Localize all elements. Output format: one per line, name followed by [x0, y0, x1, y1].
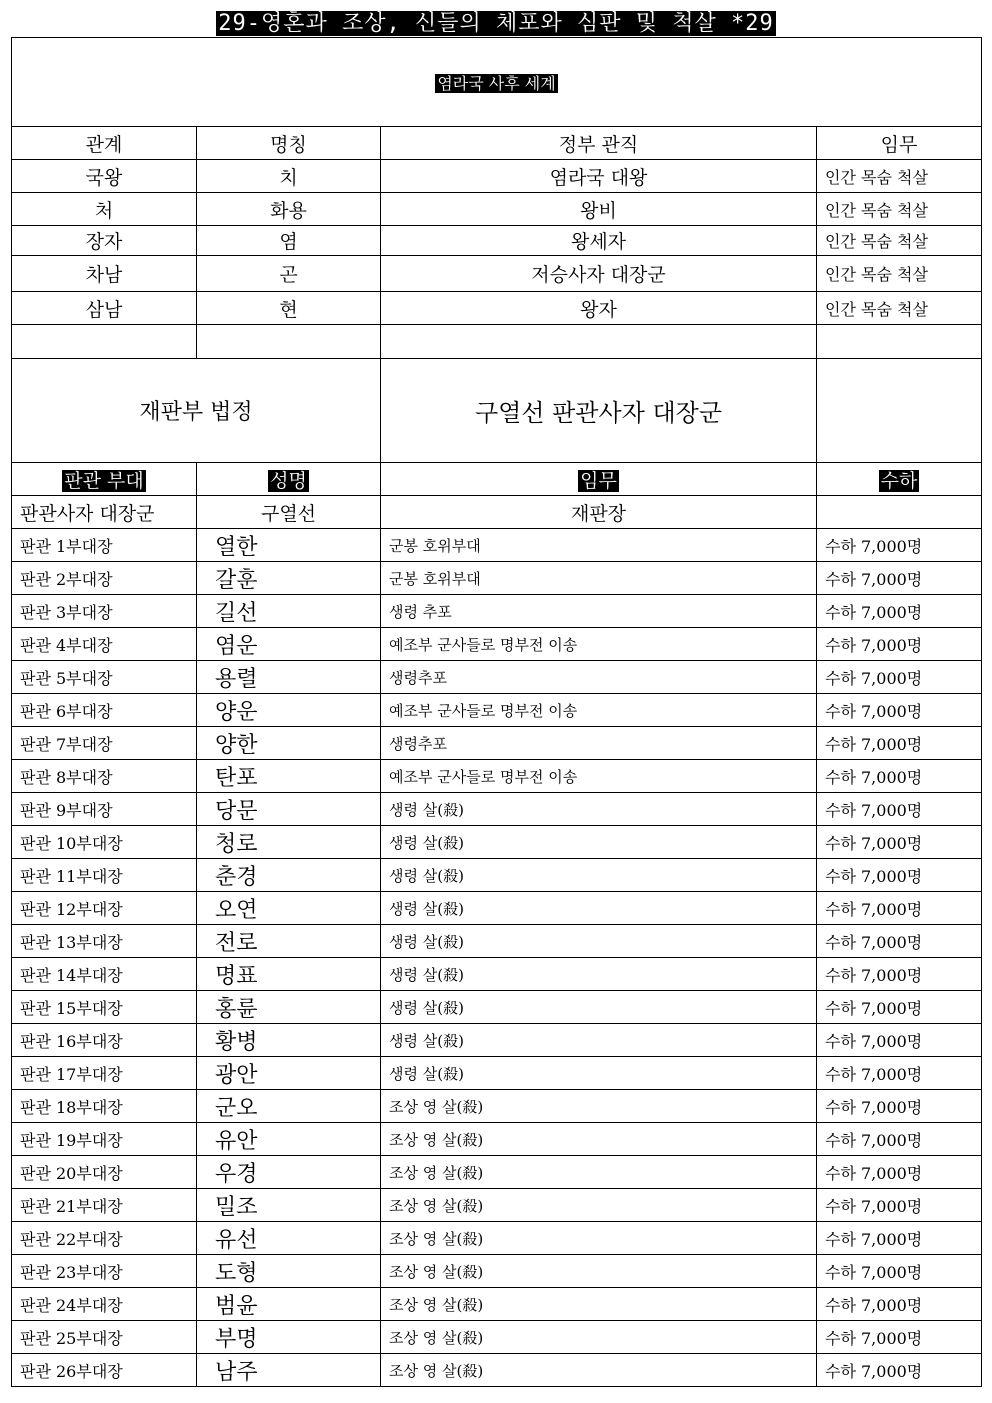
- unit-rank: 판관 19부대장: [12, 1123, 197, 1156]
- unit-leader-name: 유안: [197, 1123, 381, 1156]
- header-name-text: 성명: [270, 469, 307, 492]
- unit-duty: 예조부 군사들로 명부전 이송: [381, 760, 817, 793]
- unit-rank: 판관 2부대장: [12, 562, 197, 595]
- unit-subordinates: 수하 7,000명: [817, 1354, 982, 1387]
- unit-duty: 조상 영 살(殺): [381, 1156, 817, 1189]
- unit-row: [12, 1222, 982, 1255]
- duty-cell: 인간 목숨 척살: [817, 226, 982, 256]
- header-duty: 임무: [817, 127, 982, 160]
- empty-cell: [381, 325, 817, 359]
- relation-cell: 처: [12, 193, 197, 226]
- unit-duty: 생령 살(殺): [381, 991, 817, 1024]
- leader-rank: 판관사자 대장군: [12, 496, 197, 529]
- unit-leader-name: 명표: [197, 958, 381, 991]
- unit-row: [12, 958, 982, 991]
- unit-row: [12, 1090, 982, 1123]
- unit-duty: 예조부 군사들로 명부전 이송: [381, 628, 817, 661]
- unit-subordinates: 수하 7,000명: [817, 1288, 982, 1321]
- section1-header-row: [12, 127, 982, 160]
- unit-leader-name: 길선: [197, 595, 381, 628]
- empty-cell: [197, 325, 381, 359]
- header-position: 정부 관직: [381, 127, 817, 160]
- unit-duty: 생령 살(殺): [381, 826, 817, 859]
- header-duty-text: 임무: [580, 469, 617, 492]
- unit-duty: 생령 살(殺): [381, 958, 817, 991]
- unit-duty: 생령 살(殺): [381, 892, 817, 925]
- court-row: [12, 359, 982, 463]
- unit-subordinates: 수하 7,000명: [817, 694, 982, 727]
- family-row: [12, 226, 982, 256]
- unit-rank: 판관 25부대장: [12, 1321, 197, 1354]
- unit-leader-name: 양한: [197, 727, 381, 760]
- header-duty: [381, 463, 817, 496]
- unit-subordinates: 수하 7,000명: [817, 991, 982, 1024]
- unit-row: [12, 793, 982, 826]
- unit-leader-name: 전로: [197, 925, 381, 958]
- leader-row: [12, 496, 982, 529]
- empty-cell: [12, 325, 197, 359]
- unit-row: [12, 1057, 982, 1090]
- unit-leader-name: 황병: [197, 1024, 381, 1057]
- family-row: [12, 256, 982, 292]
- name-cell: 화용: [197, 193, 381, 226]
- page-title-text: 29-영혼과 조상, 신들의 체포와 심판 및 척살 *29: [218, 11, 774, 36]
- unit-duty: 군봉 호위부대: [381, 529, 817, 562]
- unit-rank: 판관 3부대장: [12, 595, 197, 628]
- unit-rank: 판관 6부대장: [12, 694, 197, 727]
- unit-row: [12, 595, 982, 628]
- unit-leader-name: 부명: [197, 1321, 381, 1354]
- relation-cell: 삼남: [12, 292, 197, 325]
- unit-row: [12, 727, 982, 760]
- unit-leader-name: 염운: [197, 628, 381, 661]
- unit-duty: 조상 영 살(殺): [381, 1288, 817, 1321]
- unit-rank: 판관 7부대장: [12, 727, 197, 760]
- unit-row: [12, 925, 982, 958]
- unit-subordinates: 수하 7,000명: [817, 529, 982, 562]
- unit-leader-name: 열한: [197, 529, 381, 562]
- header-subordinates: [817, 463, 982, 496]
- unit-rank: 판관 1부대장: [12, 529, 197, 562]
- unit-rank: 판관 8부대장: [12, 760, 197, 793]
- unit-leader-name: 갈훈: [197, 562, 381, 595]
- unit-leader-name: 도형: [197, 1255, 381, 1288]
- leader-name: 구열선: [197, 496, 381, 529]
- unit-rank: 판관 15부대장: [12, 991, 197, 1024]
- unit-rank: 판관 21부대장: [12, 1189, 197, 1222]
- unit-duty: 조상 영 살(殺): [381, 1090, 817, 1123]
- name-cell: 곤: [197, 256, 381, 292]
- unit-subordinates: 수하 7,000명: [817, 562, 982, 595]
- unit-subordinates: 수하 7,000명: [817, 826, 982, 859]
- unit-subordinates: 수하 7,000명: [817, 760, 982, 793]
- unit-duty: 조상 영 살(殺): [381, 1189, 817, 1222]
- family-row: [12, 160, 982, 193]
- position-cell: 염라국 대왕: [381, 160, 817, 193]
- unit-leader-name: 오연: [197, 892, 381, 925]
- unit-subordinates: 수하 7,000명: [817, 727, 982, 760]
- duty-cell: 인간 목숨 척살: [817, 193, 982, 226]
- unit-row: [12, 1123, 982, 1156]
- unit-row: [12, 1288, 982, 1321]
- header-subordinates-text: 수하: [880, 469, 918, 492]
- unit-row: [12, 991, 982, 1024]
- unit-duty: 조상 영 살(殺): [381, 1222, 817, 1255]
- unit-rank: 판관 26부대장: [12, 1354, 197, 1387]
- unit-duty: 군봉 호위부대: [381, 562, 817, 595]
- position-cell: 저승사자 대장군: [381, 256, 817, 292]
- position-cell: 왕세자: [381, 226, 817, 256]
- unit-row: [12, 1024, 982, 1057]
- header-relation: 관계: [12, 127, 197, 160]
- unit-duty: 조상 영 살(殺): [381, 1354, 817, 1387]
- unit-leader-name: 용렬: [197, 661, 381, 694]
- unit-rank: 판관 5부대장: [12, 661, 197, 694]
- position-cell: 왕자: [381, 292, 817, 325]
- unit-rank: 판관 18부대장: [12, 1090, 197, 1123]
- unit-row: [12, 628, 982, 661]
- unit-row: [12, 859, 982, 892]
- unit-subordinates: 수하 7,000명: [817, 1222, 982, 1255]
- header-name: 명칭: [197, 127, 381, 160]
- header-name: [197, 463, 381, 496]
- unit-leader-name: 홍륜: [197, 991, 381, 1024]
- unit-leader-name: 밀조: [197, 1189, 381, 1222]
- name-cell: 염: [197, 226, 381, 256]
- empty-cell: [817, 359, 982, 463]
- unit-duty: 예조부 군사들로 명부전 이송: [381, 694, 817, 727]
- unit-leader-name: 청로: [197, 826, 381, 859]
- unit-duty: 조상 영 살(殺): [381, 1255, 817, 1288]
- relation-cell: 장자: [12, 226, 197, 256]
- unit-row: [12, 562, 982, 595]
- unit-duty: 생령 살(殺): [381, 1024, 817, 1057]
- unit-rank: 판관 24부대장: [12, 1288, 197, 1321]
- unit-row: [12, 1354, 982, 1387]
- header-unit: [12, 463, 197, 496]
- unit-leader-name: 군오: [197, 1090, 381, 1123]
- court-title: 재판부 법정: [12, 359, 381, 463]
- unit-row: [12, 694, 982, 727]
- leader-duty: 재판장: [381, 496, 817, 529]
- unit-subordinates: 수하 7,000명: [817, 1321, 982, 1354]
- unit-subordinates: 수하 7,000명: [817, 628, 982, 661]
- name-cell: 현: [197, 292, 381, 325]
- unit-rank: 판관 20부대장: [12, 1156, 197, 1189]
- unit-subordinates: 수하 7,000명: [817, 1057, 982, 1090]
- section1-heading: 염라국 사후 세계: [12, 38, 982, 127]
- unit-leader-name: 양운: [197, 694, 381, 727]
- unit-subordinates: 수하 7,000명: [817, 1024, 982, 1057]
- duty-cell: 인간 목숨 척살: [817, 256, 982, 292]
- unit-duty: 생령 살(殺): [381, 1057, 817, 1090]
- unit-rank: 판관 16부대장: [12, 1024, 197, 1057]
- page-title: [0, 6, 992, 37]
- unit-subordinates: 수하 7,000명: [817, 958, 982, 991]
- empty-cell: [817, 325, 982, 359]
- unit-subordinates: 수하 7,000명: [817, 892, 982, 925]
- unit-leader-name: 범윤: [197, 1288, 381, 1321]
- family-row: [12, 292, 982, 325]
- unit-row: [12, 892, 982, 925]
- unit-row: [12, 1321, 982, 1354]
- unit-leader-name: 우경: [197, 1156, 381, 1189]
- unit-row: [12, 1156, 982, 1189]
- unit-duty: 조상 영 살(殺): [381, 1123, 817, 1156]
- unit-subordinates: 수하 7,000명: [817, 661, 982, 694]
- unit-rank: 판관 12부대장: [12, 892, 197, 925]
- unit-rank: 판관 23부대장: [12, 1255, 197, 1288]
- leader-subordinates: [817, 496, 982, 529]
- duty-cell: 인간 목숨 척살: [817, 160, 982, 193]
- unit-subordinates: 수하 7,000명: [817, 1189, 982, 1222]
- unit-row: [12, 760, 982, 793]
- unit-rank: 판관 11부대장: [12, 859, 197, 892]
- unit-subordinates: 수하 7,000명: [817, 1090, 982, 1123]
- unit-row: [12, 1255, 982, 1288]
- unit-leader-name: 유선: [197, 1222, 381, 1255]
- unit-leader-name: 당문: [197, 793, 381, 826]
- unit-rank: 판관 9부대장: [12, 793, 197, 826]
- unit-subordinates: 수하 7,000명: [817, 1156, 982, 1189]
- unit-duty: 조상 영 살(殺): [381, 1321, 817, 1354]
- section2-header-row: [12, 463, 982, 496]
- unit-leader-name: 남주: [197, 1354, 381, 1387]
- document-table: [11, 37, 982, 1387]
- unit-subordinates: 수하 7,000명: [817, 595, 982, 628]
- unit-subordinates: 수하 7,000명: [817, 1123, 982, 1156]
- unit-duty: 생령 살(殺): [381, 859, 817, 892]
- unit-rank: 판관 10부대장: [12, 826, 197, 859]
- unit-duty: 생령추포: [381, 661, 817, 694]
- unit-rank: 판관 13부대장: [12, 925, 197, 958]
- unit-leader-name: 탄포: [197, 760, 381, 793]
- unit-duty: 생령 살(殺): [381, 925, 817, 958]
- unit-duty: 생령 추포: [381, 595, 817, 628]
- commander-title: 구열선 판관사자 대장군: [381, 359, 817, 463]
- section1-heading-row: [12, 38, 982, 127]
- unit-row: [12, 661, 982, 694]
- duty-cell: 인간 목숨 척살: [817, 292, 982, 325]
- unit-subordinates: 수하 7,000명: [817, 793, 982, 826]
- unit-rank: 판관 22부대장: [12, 1222, 197, 1255]
- empty-row: [12, 325, 982, 359]
- unit-subordinates: 수하 7,000명: [817, 925, 982, 958]
- relation-cell: 차남: [12, 256, 197, 292]
- relation-cell: 국왕: [12, 160, 197, 193]
- family-row: [12, 193, 982, 226]
- unit-duty: 생령 살(殺): [381, 793, 817, 826]
- unit-row: [12, 1189, 982, 1222]
- unit-rank: 판관 4부대장: [12, 628, 197, 661]
- position-cell: 왕비: [381, 193, 817, 226]
- unit-row: [12, 529, 982, 562]
- unit-subordinates: 수하 7,000명: [817, 1255, 982, 1288]
- unit-duty: 생령추포: [381, 727, 817, 760]
- unit-leader-name: 춘경: [197, 859, 381, 892]
- unit-leader-name: 광안: [197, 1057, 381, 1090]
- unit-row: [12, 826, 982, 859]
- unit-subordinates: 수하 7,000명: [817, 859, 982, 892]
- unit-rank: 판관 14부대장: [12, 958, 197, 991]
- header-unit-text: 판관 부대: [64, 469, 144, 492]
- name-cell: 치: [197, 160, 381, 193]
- unit-rank: 판관 17부대장: [12, 1057, 197, 1090]
